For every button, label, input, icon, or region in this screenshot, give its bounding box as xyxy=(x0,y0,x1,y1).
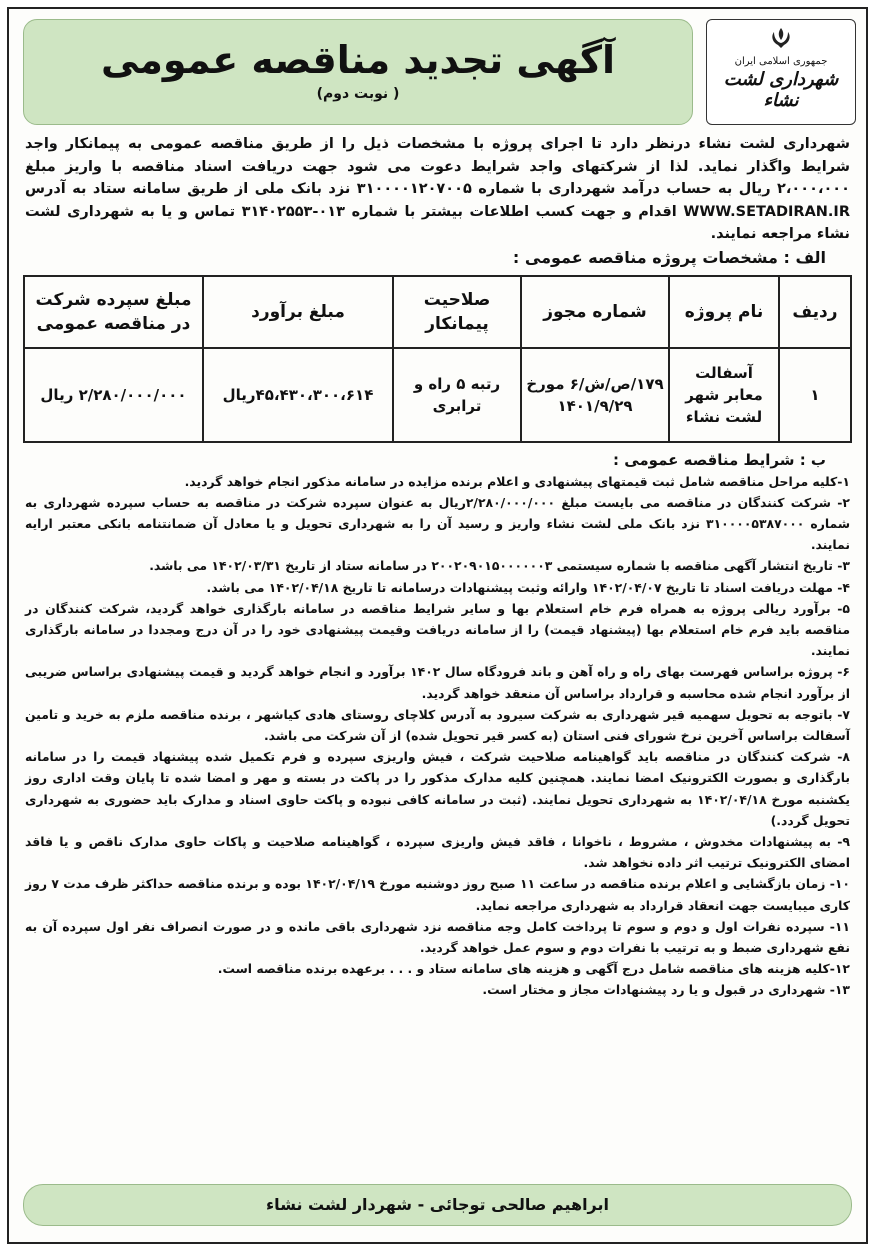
intro-text-1: شهرداری لشت نشاء درنظر دارد تا اجرای پروژه با مشخصات ذیل را از طریق مناقصه عمومی به پیمانکار واجد شرایط واگذار نماید. لذا از شرکتهای واجد شرایط دعوت می شود جهت دریافت اسناد مناقصه با واریز مبلغ ۲،۰۰۰،۰۰۰ ریال به حساب درآمد شهرداری با شماره ۳۱۰۰۰۰۱۲۰۷۰۰۵ نزد بانک ملی از طریق سامانه ستاد به آدرس xyxy=(25,136,850,197)
section-b-heading: ب : شرایط مناقصه عمومی : xyxy=(612,450,826,469)
notice-page xyxy=(7,7,868,1244)
section-a-heading: الف : مشخصات پروژه مناقصه عمومی : xyxy=(512,247,826,267)
condition-item: ۴- مهلت دریافت اسناد تا تاریخ ۱۴۰۲/۰۴/۰۷ وارائه وثبت پیشنهادات درسامانه تا تاریخ ۱۴۰۲/۰۴/۱۸ می باشد. xyxy=(206,579,850,595)
logo-country-text: جمهوری اسلامی ایران xyxy=(734,56,828,67)
page-title: آگهی تجدید مناقصه عمومی xyxy=(100,38,616,82)
col-header-contractor-grade: صلاحیت پیمانکار xyxy=(393,276,521,348)
logo-municipality-text: شهرداری لشت نشاء xyxy=(723,69,839,111)
signature-footer: ابراهیم صالحی توجائی - شهردار لشت نشاء xyxy=(23,1184,852,1226)
cell-project-name: آسفالت معابر شهر لشت نشاء xyxy=(669,348,779,442)
table-header-row xyxy=(24,276,851,348)
intro-paragraph xyxy=(9,127,866,246)
conditions-list xyxy=(9,471,866,1001)
condition-item: ۹- به پیشنهادات مخدوش ، مشروط ، ناخوانا ، فاقد فیش واریزی سپرده ، گواهینامه صلاحیت و پاکات حاوی مدارک ناقص و یا فاقد امضای الکترونیک ترتیب اثر داده نخواهد شد. xyxy=(25,833,850,871)
header xyxy=(9,9,866,127)
cell-estimate: ۴۵،۴۳۰،۳۰۰،۶۱۴ریال xyxy=(203,348,393,442)
col-header-project-name: نام پروژه xyxy=(669,276,779,348)
project-table xyxy=(23,275,852,443)
col-header-row-no: ردیف xyxy=(779,276,851,348)
condition-item: ۸- شرکت کنندگان در مناقصه باید گواهینامه صلاحیت شرکت ، فیش واریزی سپرده و فرم تکمیل شده پیشنهاد قیمت را در سامانه بارگذاری و بصورت الکترونیک امضا نمایند. همچنین کلیه مدارک مذکور را در پاکت در بسته و مهر و امضا شده تا پایان وقت اداری روز یکشنبه مورخ ۱۴۰۲/۰۴/۱۸ به شهرداری تحویل نمایند. (ثبت در سامانه کافی نبوده و پاکت حاوی اسناد و مدارک باید حضوری به شهرداری تحویل گردد.) xyxy=(25,749,850,828)
cell-contractor-grade: رتبه ۵ راه و ترابری xyxy=(393,348,521,442)
condition-item: ۱-کلیه مراحل مناقصه شامل ثبت قیمتهای پیشنهادی و اعلام برنده مزایده در سامانه مذکور انجام خواهد گردید. xyxy=(184,473,850,489)
col-header-estimate: مبلغ برآورد xyxy=(203,276,393,348)
col-header-permit-no: شماره مجوز xyxy=(521,276,669,348)
condition-item: ۷- باتوجه به تحویل سهمیه قیر شهرداری به شرکت سیرود به آدرس کلاچای روستای هادی کیاشهر ، برنده مناقصه ملزم به خرید و تامین آسفالت براساس آخرین نرخ شورای فنی استان (به کسر قیر تحویل شده) از آن شرکت می باشد. xyxy=(25,706,850,743)
condition-item: ۶- پروژه براساس فهرست بهای راه و راه آهن و باند فرودگاه سال ۱۴۰۲ برآورد و انجام خواهد گردید و قیمت پیشنهادی براساس ضریبی از برآورد انجام شده محاسبه و قرارداد براساس آن منعقد خواهد گردید. xyxy=(25,664,850,701)
iran-emblem-icon xyxy=(766,26,796,50)
cell-row-no: ۱ xyxy=(779,348,851,442)
cell-permit-no: ۱۷۹/ص/ش/۶ مورخ ۱۴۰۱/۹/۲۹ xyxy=(521,348,669,442)
condition-item: ۲- شرکت کنندگان در مناقصه می بایست مبلغ ۲/۲۸۰/۰۰۰/۰۰۰ریال به عنوان سپرده شرکت در مناقصه به حساب سپرده شهرداری به شماره ۳۱۰۰۰۰۵۳۸۷۰۰۰ نزد بانک ملی لشت نشاء واریز و رسید آن را به شهرداری تحویل و یا معادل آن ضمانتنامه بانکی معتبر ارایه نمایند. xyxy=(25,494,851,553)
page-subtitle: ( نوبت دوم) xyxy=(316,86,400,102)
condition-item: ۳- تاریخ انتشار آگهی مناقصه با شماره سیستمی ۲۰۰۲۰۹۰۱۵۰۰۰۰۰۰۳ در سامانه ستاد از تاریخ ۱۴۰۲/۰۳/۳۱ می باشد. xyxy=(149,558,850,574)
cell-deposit: ۲/۲۸۰/۰۰۰/۰۰۰ ریال xyxy=(24,348,203,442)
municipality-logo xyxy=(706,19,856,125)
intro-text-2: اقدام و جهت کسب اطلاعات بیشتر با شماره ۰۱۳-۳۱۴۰۲۵۵۳ تماس و یا به شهرداری لشت نشاء مراجعه نمایند. xyxy=(25,203,850,242)
condition-item: ۱۳- شهرداری در قبول و یا رد پیشنهادات مجاز و مختار است. xyxy=(482,982,850,998)
title-banner xyxy=(23,19,693,125)
setad-url: WWW.SETADIRAN.IR xyxy=(683,203,850,220)
col-header-deposit: مبلغ سپرده شرکت در مناقصه عمومی xyxy=(24,276,203,348)
table-row xyxy=(24,348,851,442)
condition-item: ۵- برآورد ریالی پروژه به همراه فرم خام استعلام بها و سایر شرایط مناقصه در سامانه بارگذاری خواهد گردید، شرکت کنندگان در مناقصه باید فرم خام استعلام بها (پیشنهاد قیمت) را از سامانه دریافت وقیمت پیشنهادی خود را در آن درج ومجددا در سامانه بارگذاری نمایند. xyxy=(25,600,850,659)
condition-item: ۱۲-کلیه هزینه های مناقصه شامل درج آگهی و هزینه های سامانه ستاد و . . . برعهده برنده مناقصه است. xyxy=(217,961,850,977)
condition-item: ۱۰- زمان بازگشایی و اعلام برنده مناقصه در ساعت ۱۱ صبح روز دوشنبه مورخ ۱۴۰۲/۰۴/۱۹ بوده و برنده مناقصه حداکثر ظرف مدت ۷ روز کاری میبایست جهت انعقاد قرارداد به شهرداری مراجعه نماید. xyxy=(25,876,850,913)
condition-item: ۱۱- سپرده نفرات اول و دوم و سوم تا پرداخت کامل وجه مناقصه نزد شهرداری باقی مانده و در صورت انصراف نفر اول سپرده آن به نفع شهرداری ضبط و به ترتیب با نفرات دوم و سوم عمل خواهد گردید. xyxy=(25,918,850,955)
